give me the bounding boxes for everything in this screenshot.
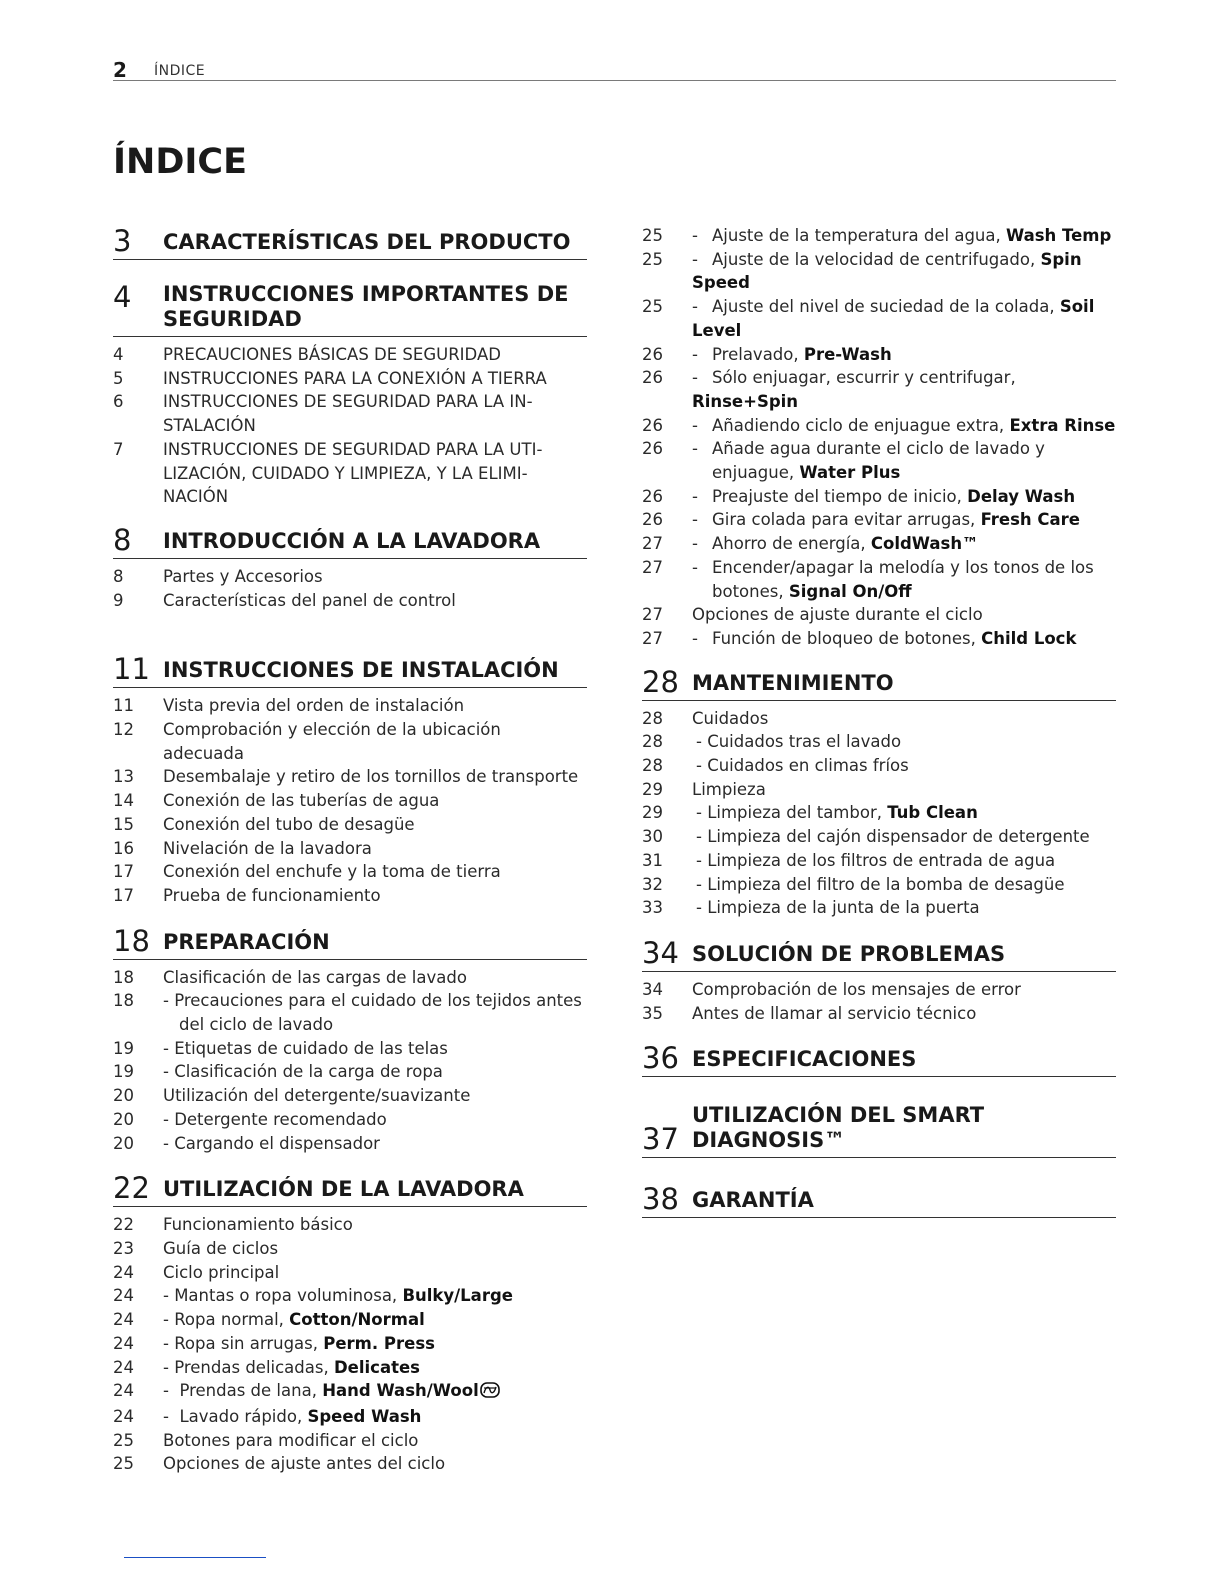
toc-entry[interactable]: 25 Botones para modificar el ciclo [113,1430,419,1450]
toc-left-column [113,226,587,1476]
toc-entry[interactable]: 19 - Clasificación de la carga de ropa [113,1062,443,1082]
toc-entry[interactable]: 5 INSTRUCCIONES PARA LA CONEXIÓN A TIERRA [113,368,547,388]
toc-entry[interactable]: 11 Vista previa del orden de instalación [113,696,465,716]
toc-entry[interactable]: 24 - Mantas o ropa voluminosa, Bulky/Large [113,1286,513,1306]
section-title: CARACTERÍSTICAS DEL PRODUCTO [163,230,571,254]
page-header [113,58,1116,81]
toc-section[interactable] [642,1103,1116,1158]
page-number: 2 [113,58,127,82]
toc-entry[interactable]: 18 Clasificación de las cargas de lavado [113,967,467,987]
toc-entry[interactable]: 27 Opciones de ajuste durante el ciclo [642,605,983,625]
section-title: INSTRUCCIONES IMPORTANTES DE SEGURIDAD [163,282,569,331]
section-page-number: 4 [113,280,132,314]
toc-entry[interactable]: 33 - Limpieza de la junta de la puerta [642,898,980,918]
toc-entry[interactable]: 13 Desembalaje y retiro de los tornillos de transporte [113,767,579,787]
toc-entry[interactable]: 20 - Detergente recomendado [113,1109,387,1129]
toc-section[interactable] [113,522,587,559]
toc-entry[interactable]: 27 - Ahorro de energía, ColdWash™ [642,534,979,554]
toc-entry[interactable]: 14 Conexión de las tuberías de agua [113,791,440,811]
wool-care-icon [480,1381,500,1405]
header-section-title: ÍNDICE [154,63,206,79]
toc-entry-list [642,707,1116,920]
toc-entry[interactable]: 9 Características del panel de control [113,590,456,610]
toc-section[interactable] [642,935,1116,972]
toc-entry[interactable]: 25 - Ajuste del nivel de suciedad de la colada, Soil Level [642,297,1095,340]
toc-section[interactable] [113,1173,587,1207]
toc-entry[interactable]: 19 - Etiquetas de cuidado de las telas [113,1038,448,1058]
section-title: GARANTÍA [692,1188,814,1213]
section-page-number: 22 [113,1171,150,1206]
toc-entry[interactable]: 26 - Añadiendo ciclo de enjuague extra, Extra Rinse [642,415,1116,435]
section-title: ESPECIFICACIONES [692,1047,917,1072]
toc-entry[interactable]: 24 - Prendas de lana, Hand Wash/Wool [113,1379,587,1405]
toc-entry[interactable]: 15 Conexión del tubo de desagüe [113,814,415,834]
toc-entry[interactable]: 28 - Cuidados en climas fríos [642,756,909,776]
toc-entry[interactable]: 17 Conexión del enchufe y la toma de tierra [113,862,501,882]
toc-entry-list [113,966,587,1156]
section-title: SOLUCIÓN DE PROBLEMAS [692,941,1006,966]
toc-entry[interactable]: 22 Funcionamiento básico [113,1215,353,1235]
toc-entry[interactable]: 20 Utilización del detergente/suavizante [113,1086,471,1106]
toc-entry[interactable]: 32 - Limpieza del filtro de la bomba de desagüe [642,874,1065,894]
toc-entry[interactable]: 6 INSTRUCCIONES DE SEGURIDAD PARA LA IN- STALACIÓN [113,392,533,436]
toc-entry[interactable]: 29 - Limpieza del tambor, Tub Clean [642,803,978,823]
toc-entry[interactable]: 24 Ciclo principal [113,1262,280,1282]
section-page-number: 37 [642,1122,679,1157]
toc-entry[interactable]: 18 - Precauciones para el cuidado de los tejidos antes del ciclo de lavado [113,991,582,1035]
section-page-number: 34 [642,935,679,970]
toc-entry-list [113,1213,587,1476]
toc-entry[interactable]: 17 Prueba de funcionamiento [113,885,381,905]
toc-section[interactable] [642,1043,1116,1077]
section-title: MANTENIMIENTO [692,670,894,695]
toc-entry[interactable]: 4 PRECAUCIONES BÁSICAS DE SEGURIDAD [113,345,501,364]
toc-entry-list [113,343,587,509]
section-page-number: 8 [113,522,132,557]
section-title: INSTRUCCIONES DE INSTALACIÓN [163,658,559,683]
toc-entry[interactable]: 27 - Encender/apagar la melodía y los tonos de los botones, Signal On/Off [642,557,1094,601]
toc-entry[interactable]: 26 - Preajuste del tiempo de inicio, Delay Wash [642,486,1076,506]
toc-entry-list [113,694,587,907]
toc-entry[interactable]: 29 Limpieza [642,779,766,799]
toc-entry[interactable]: 26 - Añade agua durante el ciclo de lavado y enjuague, Water Plus [642,439,1045,483]
toc-section[interactable] [642,1184,1116,1218]
toc-entry[interactable]: 24 - Ropa normal, Cotton/Normal [113,1310,425,1330]
toc-entry[interactable]: 34 Comprobación de los mensajes de error [642,979,1021,999]
toc-entry[interactable]: 26 - Gira colada para evitar arrugas, Fresh Care [642,510,1080,530]
toc-entry-list [642,978,1116,1025]
page-title: ÍNDICE [113,142,247,182]
toc-entry[interactable]: 8 Partes y Accesorios [113,566,323,586]
toc-entry[interactable]: 16 Nivelación de la lavadora [113,838,372,858]
toc-section[interactable] [113,282,587,337]
section-page-number: 28 [642,664,679,699]
toc-entry[interactable]: 7 INSTRUCCIONES DE SEGURIDAD PARA LA UTI- LIZACIÓN, CUIDADO Y LIMPIEZA, Y LA ELIMI- NACIÓN [113,439,543,507]
toc-entry[interactable]: 35 Antes de llamar al servicio técnico [642,1003,977,1023]
toc-entry[interactable]: 28 Cuidados [642,708,769,728]
toc-entry[interactable]: 24 - Lavado rápido, Speed Wash [113,1406,422,1426]
toc-section[interactable] [113,923,587,960]
toc-entry[interactable]: 27 - Función de bloqueo de botones, Child Lock [642,628,1077,648]
toc-section[interactable] [113,654,587,688]
toc-entry[interactable]: 20 - Cargando el dispensador [113,1133,380,1153]
section-page-number: 18 [113,923,150,958]
toc-entry[interactable]: 25 Opciones de ajuste antes del ciclo [113,1454,446,1474]
toc-right-column [642,226,1116,1218]
toc-entry[interactable]: 24 - Ropa sin arrugas, Perm. Press [113,1333,435,1353]
toc-entry[interactable]: 26 - Prelavado, Pre-Wash [642,344,892,364]
toc-entry[interactable]: 26 - Sólo enjuagar, escurrir y centrifugar, Rinse+Spin [642,368,1016,411]
toc-entry[interactable]: 31 - Limpieza de los filtros de entrada de agua [642,850,1056,870]
section-page-number: 11 [113,652,150,687]
section-title: UTILIZACIÓN DEL SMART DIAGNOSIS™ [692,1103,985,1153]
toc-entry[interactable]: 25 - Ajuste de la velocidad de centrifugado, Spin Speed [642,249,1082,293]
toc-entry-list [642,224,1116,651]
toc-section[interactable] [642,664,1116,701]
section-page-number: 38 [642,1182,679,1217]
toc-entry[interactable]: 24 - Prendas delicadas, Delicates [113,1357,420,1377]
section-title: INTRODUCCIÓN A LA LAVADORA [163,528,541,553]
toc-section[interactable] [113,226,587,260]
section-page-number: 36 [642,1041,679,1076]
toc-entry[interactable]: 30 - Limpieza del cajón dispensador de detergente [642,827,1090,847]
toc-entry[interactable]: 12 Comprobación y elección de la ubicación adecuada [113,720,501,763]
toc-entry[interactable]: 23 Guía de ciclos [113,1238,279,1258]
toc-entry[interactable]: 25 - Ajuste de la temperatura del agua, Wash Temp [642,226,1112,245]
section-title: UTILIZACIÓN DE LA LAVADORA [163,1177,524,1202]
footer-rule [124,1557,266,1558]
toc-entry[interactable]: 28 - Cuidados tras el lavado [642,732,902,752]
toc-entry-list [113,565,587,612]
section-title: PREPARACIÓN [163,929,330,954]
section-page-number: 3 [113,224,132,258]
